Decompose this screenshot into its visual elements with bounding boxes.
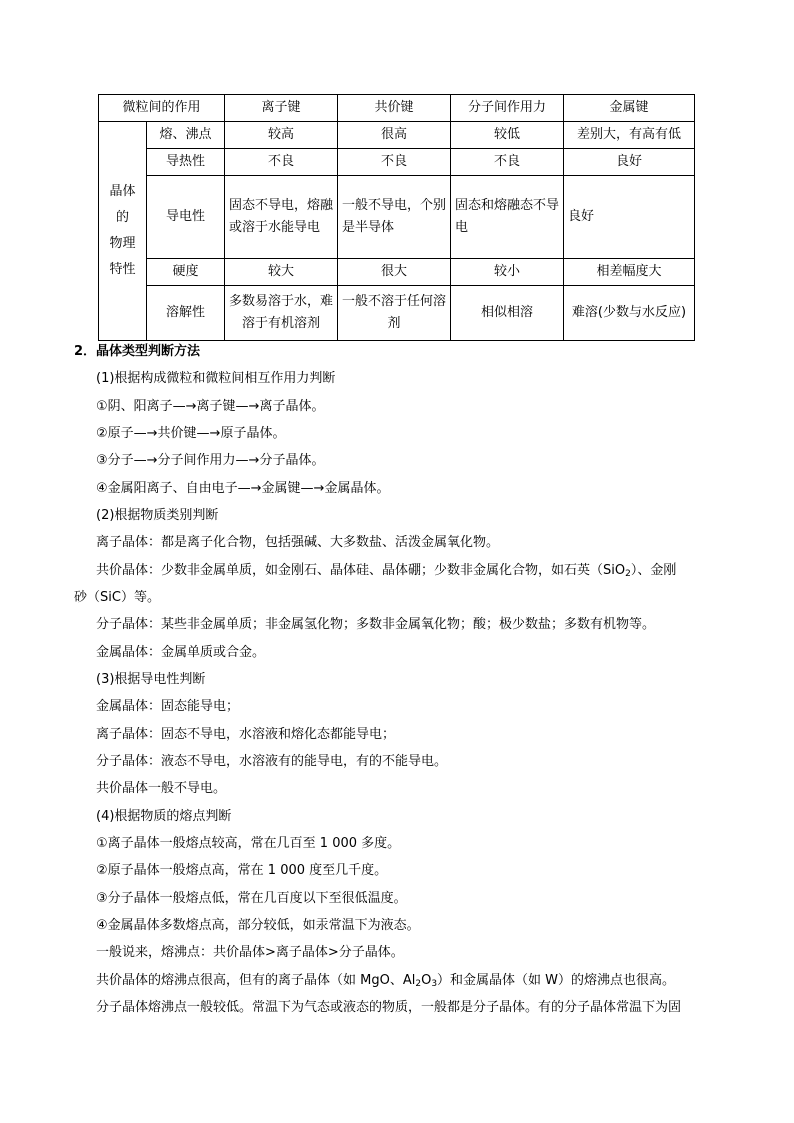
subscript: 2 <box>415 979 422 989</box>
table-cell: 较小 <box>451 259 564 286</box>
subsection-title: (1)根据构成微粒和微粒间相互作用力判断 <box>96 371 336 386</box>
list-item: ④金属阳离子、自由电子—→金属键—→金属晶体。 <box>96 481 390 496</box>
property-cell: 导热性 <box>147 149 225 176</box>
list-item: ②原子—→共价键—→原子晶体。 <box>96 426 286 441</box>
header-cell: 共价键 <box>338 95 451 122</box>
table-cell: 不良 <box>451 149 564 176</box>
paragraph <box>96 561 676 581</box>
table-row <box>99 259 695 286</box>
paragraph: 离子晶体：固态不导电，水溶液和熔化态都能导电； <box>96 727 396 742</box>
header-cell: 分子间作用力 <box>451 95 564 122</box>
property-cell: 溶解性 <box>147 286 225 341</box>
paragraph <box>96 971 675 991</box>
table-header-row <box>99 95 695 122</box>
subscript: 2 <box>625 569 631 579</box>
list-item: ④金属晶体多数熔点高，部分较低，如汞常温下为液态。 <box>96 918 420 933</box>
group-label-line: 物理 <box>109 236 136 251</box>
table-cell: 难溶(少数与水反应) <box>564 286 695 341</box>
subsection-title: (4)根据物质的熔点判断 <box>96 809 232 824</box>
paragraph-continuation: 砂（SiC）等。 <box>74 590 160 605</box>
paragraph: 分子晶体：某些非金属单质；非金属氢化物；多数非金属氧化物；酸；极少数盐；多数有机物等。 <box>96 617 656 632</box>
table-cell: 不良 <box>338 149 451 176</box>
table-cell: 不良 <box>225 149 338 176</box>
table-cell: 较低 <box>451 122 564 149</box>
list-item: ②原子晶体一般熔点高，常在 1 000 度至几千度。 <box>96 863 388 878</box>
table-cell: 一般不溶于任何溶剂 <box>338 286 451 341</box>
group-label-cell <box>99 122 147 341</box>
table-cell: 一般不导电，个别是半导体 <box>338 176 451 259</box>
group-label-line: 晶体 <box>109 184 136 199</box>
paragraph: 分子晶体：液态不导电，水溶液有的能导电，有的不能导电。 <box>96 754 448 769</box>
header-cell: 离子键 <box>225 95 338 122</box>
table-cell: 相差幅度大 <box>564 259 695 286</box>
property-cell: 熔、沸点 <box>147 122 225 149</box>
paragraph: 金属晶体：金属单质或合金。 <box>96 645 266 660</box>
paragraph: 离子晶体：都是离子化合物，包括强碱、大多数盐、活泼金属氧化物。 <box>96 535 500 550</box>
list-item: ③分子晶体一般熔点低，常在几百度以下至很低温度。 <box>96 891 407 906</box>
text-span: 共价晶体的熔沸点很高，但有的离子晶体（如 MgO、Al <box>96 973 416 988</box>
text-span: 共价晶体：少数非金属单质，如金刚石、晶体硅、晶体硼；少数非金属化合物，如石英（SiO <box>96 563 626 578</box>
list-item: ③分子—→分子间作用力—→分子晶体。 <box>96 453 325 468</box>
property-cell: 导电性 <box>147 176 225 259</box>
table-cell: 良好 <box>564 176 695 259</box>
text-span: O <box>421 973 432 988</box>
header-cell: 金属键 <box>564 95 695 122</box>
table-cell: 相似相溶 <box>451 286 564 341</box>
property-cell: 硬度 <box>147 259 225 286</box>
table-cell: 固态不导电，熔融或溶于水能导电 <box>225 176 338 259</box>
group-label-line: 特性 <box>109 262 136 277</box>
table-cell: 差别大，有高有低 <box>564 122 695 149</box>
table-cell: 多数易溶于水，难溶于有机溶剂 <box>225 286 338 341</box>
table-cell: 很高 <box>338 122 451 149</box>
section-heading: 2．晶体类型判断方法 <box>74 344 201 359</box>
subscript: 3 <box>431 979 438 989</box>
table-cell: 良好 <box>564 149 695 176</box>
table-row <box>99 122 695 149</box>
list-item: ①离子晶体一般熔点较高，常在几百至 1 000 多度。 <box>96 836 401 851</box>
paragraph: 分子晶体熔沸点一般较低。常温下为气态或液态的物质，一般都是分子晶体。有的分子晶体常温下为固 <box>96 1000 682 1015</box>
text-span: ）、金刚 <box>630 563 677 578</box>
table-cell: 固态和熔融态不导电 <box>451 176 564 259</box>
table-cell: 较高 <box>225 122 338 149</box>
paragraph: 金属晶体：固态能导电； <box>96 699 240 714</box>
group-label-line: 的 <box>115 210 129 225</box>
list-item: ①阴、阳离子—→离子键—→离子晶体。 <box>96 399 325 414</box>
subsection-title: (3)根据导电性判断 <box>96 672 206 687</box>
table-row <box>99 286 695 341</box>
paragraph: 共价晶体一般不导电。 <box>96 781 227 796</box>
paragraph: 一般说来，熔沸点：共价晶体>离子晶体>分子晶体。 <box>96 945 404 960</box>
table-cell: 很大 <box>338 259 451 286</box>
text-span: ）和金属晶体（如 W）的熔沸点也很高。 <box>437 973 676 988</box>
crystal-properties-table <box>98 94 695 341</box>
header-cell: 微粒间的作用 <box>99 95 225 122</box>
table-row <box>99 149 695 176</box>
subsection-title: (2)根据物质类别判断 <box>96 508 219 523</box>
table-cell: 较大 <box>225 259 338 286</box>
table-row <box>99 176 695 259</box>
